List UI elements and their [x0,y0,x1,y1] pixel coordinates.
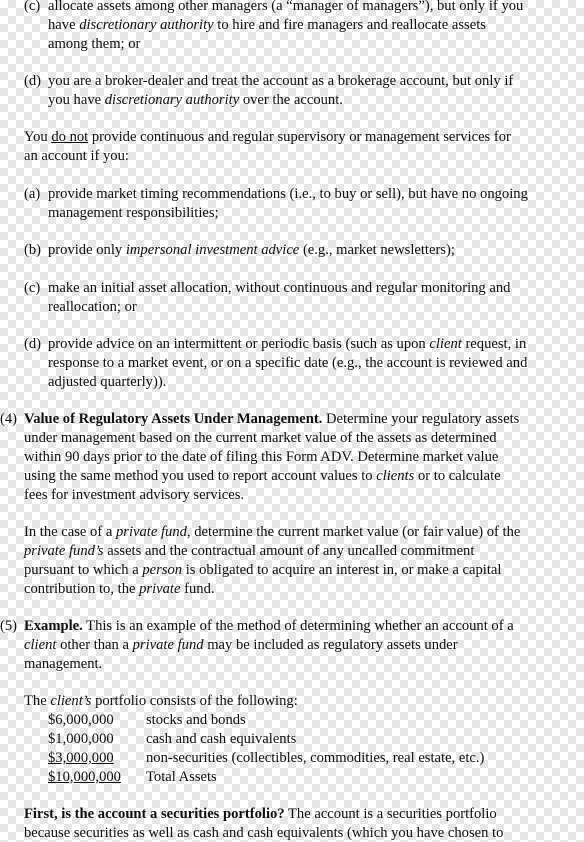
portfolio-description: non-securities (collectibles, commodities, real estate, etc.) [146,750,485,766]
section-4-label: (4) [0,411,18,427]
item-d2-label: (d) [24,336,42,352]
section-4-line4: using the same method you used to report account values to clients or to calculate [24,468,501,484]
section-5-label: (5) [0,618,18,634]
portfolio-description: stocks and bonds [146,712,246,728]
section-4-line1: Value of Regulatory Assets Under Management. Determine your regulatory assets [24,411,520,427]
first-question-line2: because securities as well as cash and cash equivalents (which you have chosen to [24,825,504,841]
item-c-line2: have discretionary authority to hire and fire managers and reallocate assets [48,17,486,33]
item-c-label: (c) [24,0,41,14]
portfolio-intro: The client’s portfolio consists of the following: [24,693,298,709]
item-d2-line1: provide advice on an intermittent or periodic basis (such as upon client request, in [48,336,527,352]
portfolio-description: cash and cash equivalents [146,731,297,747]
do-not-line2: an account if you: [24,148,129,164]
section-5-line1: Example. This is an example of the method of determining whether an account of a [24,618,514,634]
portfolio-amount: $3,000,000 [48,750,114,766]
do-not-line1: You do not provide continuous and regular supervisory or management services for [24,129,511,145]
item-b-line1: provide only impersonal investment advice (e.g., market newsletters); [48,242,455,258]
section-5-line3: management. [24,656,103,672]
item-d-line2: you have discretionary authority over the account. [48,92,343,108]
item-c-line3: among them; or [48,36,141,52]
item-c2-label: (c) [24,280,41,296]
item-b-label: (b) [24,242,42,258]
first-question-line1: First, is the account a securities portfolio? The account is a securities portfolio [24,806,497,822]
private-fund-line3: pursuant to which a person is obligated to acquire an interest in, or make a capital [24,562,502,578]
section-5-heading: Example. [24,618,83,634]
section-4-heading: Value of Regulatory Assets Under Management. [24,411,323,427]
item-c-line1: allocate assets among other managers (a “manager of managers”), but only if you [48,0,524,14]
item-a-label: (a) [24,186,41,202]
item-d2-line3: adjusted quarterly)). [48,374,167,390]
portfolio-amount: $1,000,000 [48,731,114,747]
portfolio-amount: $6,000,000 [48,712,114,728]
section-4-line5: fees for investment advisory services. [24,487,245,503]
private-fund-line2: private fund’s assets and the contractual amount of any uncalled commitment [24,543,475,559]
portfolio-total-label: Total Assets [146,769,217,785]
section-4-line2: under management based on the current market value of the assets as determined [24,430,497,446]
item-c2-line2: reallocation; or [48,299,137,315]
item-d2-line2: response to a market event, or on a specific date (e.g., the account is reviewed and [48,355,528,371]
section-5-line2: client other than a private fund may be included as regulatory assets under [24,637,458,653]
item-d-label: (d) [24,73,42,89]
item-a-line1: provide market timing recommendations (i.e., to buy or sell), but have no ongoing [48,186,528,202]
portfolio-total-amount: $10,000,000 [48,769,121,785]
first-question-heading: First, is the account a securities portfolio? [24,806,285,822]
item-a-line2: management responsibilities; [48,205,219,221]
section-4-line3: within 90 days prior to the date of filing this Form ADV. Determine market value [24,449,499,465]
private-fund-line4: contribution to, the private fund. [24,581,215,597]
item-c2-line1: make an initial asset allocation, without continuous and regular monitoring and [48,280,511,296]
item-d-line1: you are a broker-dealer and treat the account as a brokerage account, but only if [48,73,514,89]
private-fund-line1: In the case of a private fund, determine the current market value (or fair value) of the [24,524,521,540]
